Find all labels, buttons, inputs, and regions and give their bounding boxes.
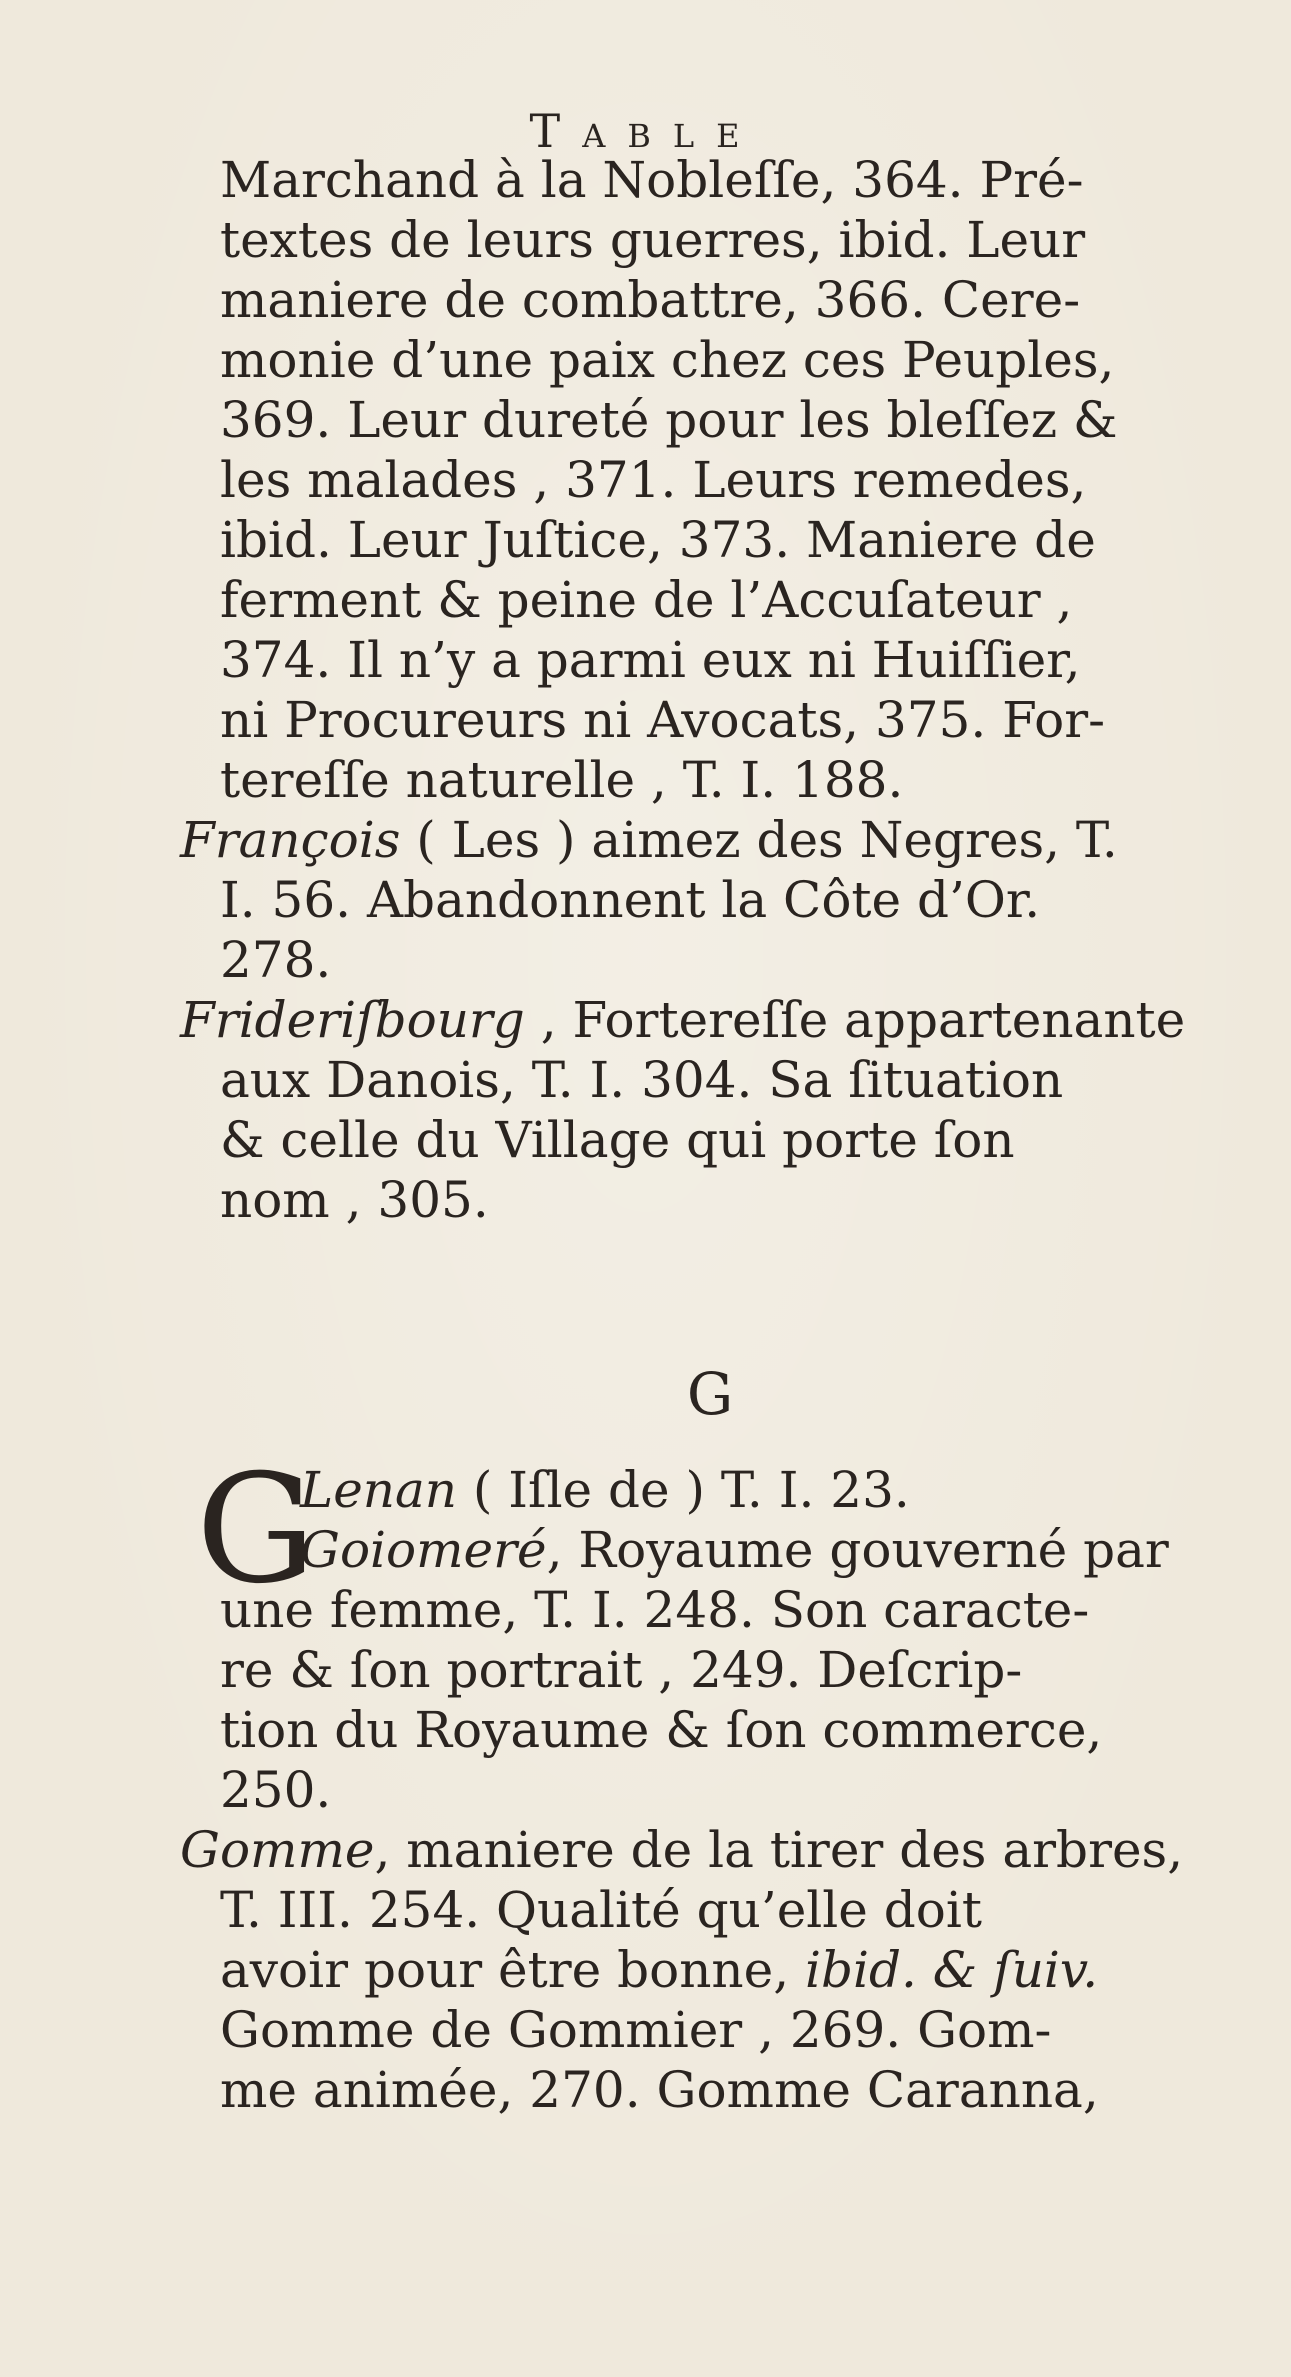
- index-line: aux Danois, T. I. 304. Sa ſituation: [220, 1051, 1064, 1109]
- index-entry-francois: [180, 810, 1210, 870]
- index-line: 278.: [220, 931, 332, 989]
- index-line: Marchand à la Nobleſſe, 364. Pré-: [220, 151, 1084, 209]
- entry-head: Goiomeré: [300, 1521, 547, 1579]
- entry-text: ( Les ) aimez des Negres, T.: [400, 811, 1118, 869]
- index-line: T. III. 254. Qualité qu’elle doit: [220, 1881, 982, 1939]
- entry-text: ( Iſle de ) T. I. 23.: [457, 1461, 910, 1519]
- running-head: Table: [529, 104, 762, 158]
- index-line: ibid. Leur Juſtice, 373. Maniere de: [220, 511, 1096, 569]
- entry-text: , Royaume gouverné par: [546, 1521, 1169, 1579]
- index-line: [180, 1940, 1210, 2000]
- entry-head: Gomme: [180, 1821, 375, 1879]
- index-line: ni Procureurs ni Avocats, 375. For-: [220, 691, 1106, 749]
- index-line: tion du Royaume & ſon commerce,: [220, 1701, 1103, 1759]
- index-line: monie d’une paix chez ces Peuples,: [220, 331, 1115, 389]
- index-line: nom , 305.: [220, 1171, 489, 1229]
- index-line: 369. Leur dureté pour les bleſſez &: [220, 391, 1118, 449]
- section-letter-g: G: [686, 1360, 734, 1428]
- index-text-block: [180, 150, 1210, 1230]
- index-line: tereſſe naturelle , T. I. 188.: [220, 751, 904, 809]
- index-line: maniere de combattre, 366. Cere-: [220, 271, 1081, 329]
- index-line: & celle du Village qui porte ſon: [220, 1111, 1015, 1169]
- index-entry-lenan: [180, 1460, 1210, 1520]
- entry-head: François: [180, 811, 401, 869]
- index-entry-gomme: [180, 1820, 1210, 1880]
- index-entry-frideriſbourg: [180, 990, 1210, 1050]
- index-line: [180, 210, 1210, 270]
- index-line: ferment & peine de l’Accuſateur ,: [220, 571, 1073, 629]
- index-line: I. 56. Abandonnent la Côte d’Or.: [220, 871, 1041, 929]
- text-fragment: avoir pour être bonne,: [220, 1941, 806, 1999]
- g-section: [180, 1460, 1210, 2120]
- index-line: Gomme de Gommier , 269. Gom-: [220, 2001, 1052, 2059]
- entry-head: Frideriſbourg: [180, 991, 525, 1049]
- index-line: les malades , 371. Leurs remedes,: [220, 451, 1087, 509]
- index-line: re & ſon portrait , 249. Deſcrip-: [220, 1641, 1023, 1699]
- index-line: 374. Il n’y a parmi eux ni Huiſſier,: [220, 631, 1081, 689]
- entry-head: Lenan: [300, 1461, 458, 1519]
- entry-text: , Forterеſſe appartenante: [524, 991, 1186, 1049]
- index-entry-goiomere: [180, 1520, 1210, 1580]
- ibid-reference: ibid. & ſuiv.: [805, 1941, 1099, 1999]
- text-fragment: textes de leurs guerres, ibid. Leur: [220, 211, 1086, 269]
- drop-cap: G: [196, 1443, 316, 1617]
- entry-text: , maniere de la tirer des arbres,: [374, 1821, 1184, 1879]
- index-line: me animée, 270. Gomme Caranna,: [220, 2061, 1099, 2119]
- index-line: une femme, T. I. 248. Son caracte-: [220, 1581, 1090, 1639]
- index-line: 250.: [220, 1761, 332, 1819]
